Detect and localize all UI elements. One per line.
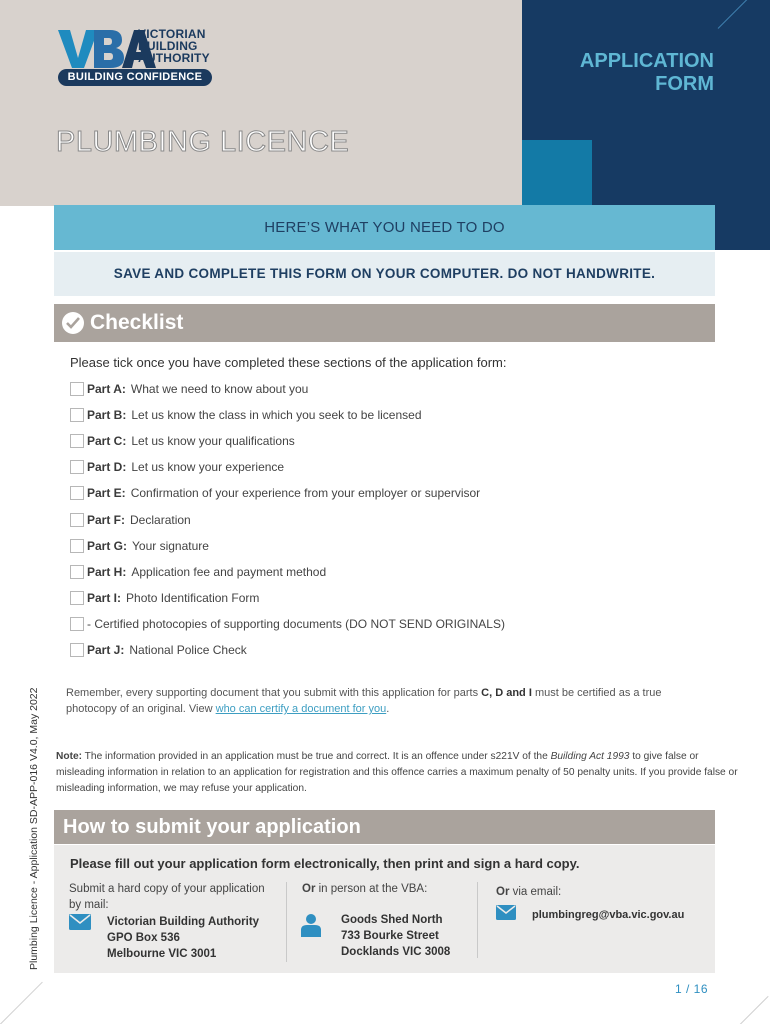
part-label: Part I: — [87, 590, 122, 605]
checklist-item — [70, 454, 505, 480]
mail-address-line-3: Melbourne VIC 3001 — [107, 948, 217, 960]
note-label: Note: — [56, 751, 83, 762]
checkbox[interactable] — [70, 434, 84, 448]
page-number: 1 / 16 — [674, 982, 708, 996]
part-label: Part H: — [87, 564, 127, 579]
checklist-item — [70, 637, 505, 663]
part-label: Part J: — [87, 642, 125, 657]
header-teal-square — [522, 140, 592, 206]
item-text: Let us know your qualifications — [131, 434, 295, 449]
legal-note — [56, 749, 746, 797]
part-label: Part D: — [87, 460, 127, 475]
column-divider — [286, 882, 287, 962]
mail-envelope-icon — [69, 914, 91, 930]
email-label-text: via email: — [509, 886, 562, 898]
in-person-address-line-1: Goods Shed North — [341, 914, 443, 926]
checklist-item — [70, 376, 505, 402]
checkbox[interactable] — [70, 539, 84, 553]
column-divider — [477, 882, 478, 958]
form-type-line-2: FORM — [655, 73, 714, 95]
item-text: Your signature — [132, 538, 209, 553]
mail-label: Submit a hard copy of your application by mail: — [69, 883, 265, 911]
mail-address-line-1: Victorian Building Authority — [107, 916, 260, 928]
reminder-parts: C, D and I — [481, 687, 532, 699]
item-text: Confirmation of your experience from your employer or supervisor — [130, 486, 481, 501]
item-text: - Certified photocopies of supporting documents (DO NOT SEND ORIGINALS) — [87, 616, 505, 631]
certification-reminder — [66, 685, 696, 717]
in-person-label — [302, 881, 427, 897]
checkbox[interactable] — [70, 486, 84, 500]
reminder-text-2: must be certified as a true photocopy of an original. View — [66, 687, 662, 715]
part-label: Part C: — [87, 434, 127, 449]
checklist-heading-text: Checklist — [90, 311, 184, 334]
reminder-text-3: . — [386, 703, 390, 715]
save-banner: SAVE AND COMPLETE THIS FORM ON YOUR COMPUTER. DO NOT HANDWRITE. — [54, 252, 715, 296]
checkbox[interactable] — [70, 513, 84, 527]
checkbox[interactable] — [70, 408, 84, 422]
item-text: Let us know your experience — [131, 460, 285, 475]
in-person-address-line-2: 733 Bourke Street — [341, 930, 439, 942]
item-text: Let us know the class in which you seek to be licensed — [131, 408, 422, 423]
checkmark-icon — [62, 312, 84, 334]
mail-address-line-2: GPO Box 536 — [107, 932, 180, 944]
in-person-address — [341, 912, 450, 960]
checklist-item — [70, 611, 505, 637]
note-text-1: The information provided in an application must be true and correct. It is an offence under s221V of the — [82, 751, 551, 762]
person-icon — [301, 913, 321, 937]
part-label: Part A: — [87, 382, 126, 397]
item-text: Declaration — [130, 512, 191, 527]
form-type-label — [580, 50, 714, 96]
in-person-label-text: in person at the VBA: — [315, 883, 428, 895]
note-text-2: to give false or misleading information in relation to an application for registration and this offence carries a maximum penalty of 50 penalty units. If you provide false or misleading information, we may refuse your application. — [56, 751, 738, 794]
in-person-address-line-3: Docklands VIC 3008 — [341, 946, 451, 958]
submit-heading: How to submit your application — [54, 810, 715, 844]
checkbox[interactable] — [70, 617, 84, 631]
act-name: Building Act 1993 — [550, 751, 630, 762]
logo-line-2: BUILDING — [138, 39, 198, 53]
item-text: National Police Check — [129, 642, 247, 657]
footer-decor-line — [0, 982, 43, 1024]
form-type-line-1: APPLICATION — [579, 50, 714, 72]
item-text: What we need to know about you — [130, 382, 309, 397]
part-label: Part F: — [87, 512, 126, 527]
footer-decor-line — [740, 996, 769, 1024]
checkbox[interactable] — [70, 382, 84, 396]
email-address[interactable]: plumbingreg@vba.vic.gov.au — [532, 909, 685, 921]
logo-line-1: VICTORIAN — [138, 27, 206, 41]
part-label: Part G: — [87, 538, 128, 553]
checkbox[interactable] — [70, 643, 84, 657]
checklist-items — [70, 376, 505, 663]
part-label: Part B: — [87, 408, 127, 423]
checklist-item — [70, 506, 505, 532]
page-title: PLUMBING LICENCE — [56, 126, 350, 158]
checklist-item — [70, 480, 505, 506]
item-text: Photo Identification Form — [126, 590, 260, 605]
item-text: Application fee and payment method — [131, 564, 327, 579]
checklist-item — [70, 533, 505, 559]
in-person-or: Or — [302, 883, 316, 895]
email-label — [496, 884, 561, 900]
checkbox[interactable] — [70, 565, 84, 579]
email-or: Or — [496, 886, 510, 898]
checklist-item — [70, 402, 505, 428]
need-banner: HERE’S WHAT YOU NEED TO DO — [54, 205, 715, 250]
part-label: Part E: — [87, 486, 126, 501]
checklist-instruction: Please tick once you have completed these sections of the application form: — [70, 355, 507, 370]
submit-intro: Please fill out your application form electronically, then print and sign a hard copy. — [70, 856, 580, 871]
checkbox[interactable] — [70, 591, 84, 605]
logo-line-3: AUTHORITY — [138, 51, 210, 65]
checkbox[interactable] — [70, 460, 84, 474]
mail-address — [107, 914, 259, 962]
email-envelope-icon — [496, 905, 516, 920]
certify-link[interactable]: who can certify a document for you — [215, 703, 387, 715]
logo-badge: BUILDING CONFIDENCE — [58, 69, 212, 86]
document-reference: Plumbing Licence - Application SD-APP-016 V4.0, May 2022 — [28, 687, 40, 970]
checklist-item — [70, 585, 505, 611]
logo-wordmark — [138, 28, 210, 64]
checklist-item — [70, 428, 505, 454]
checklist-heading — [54, 304, 715, 342]
reminder-text-1: Remember, every supporting document that you submit with this application for parts — [66, 687, 482, 699]
checklist-item — [70, 559, 505, 585]
